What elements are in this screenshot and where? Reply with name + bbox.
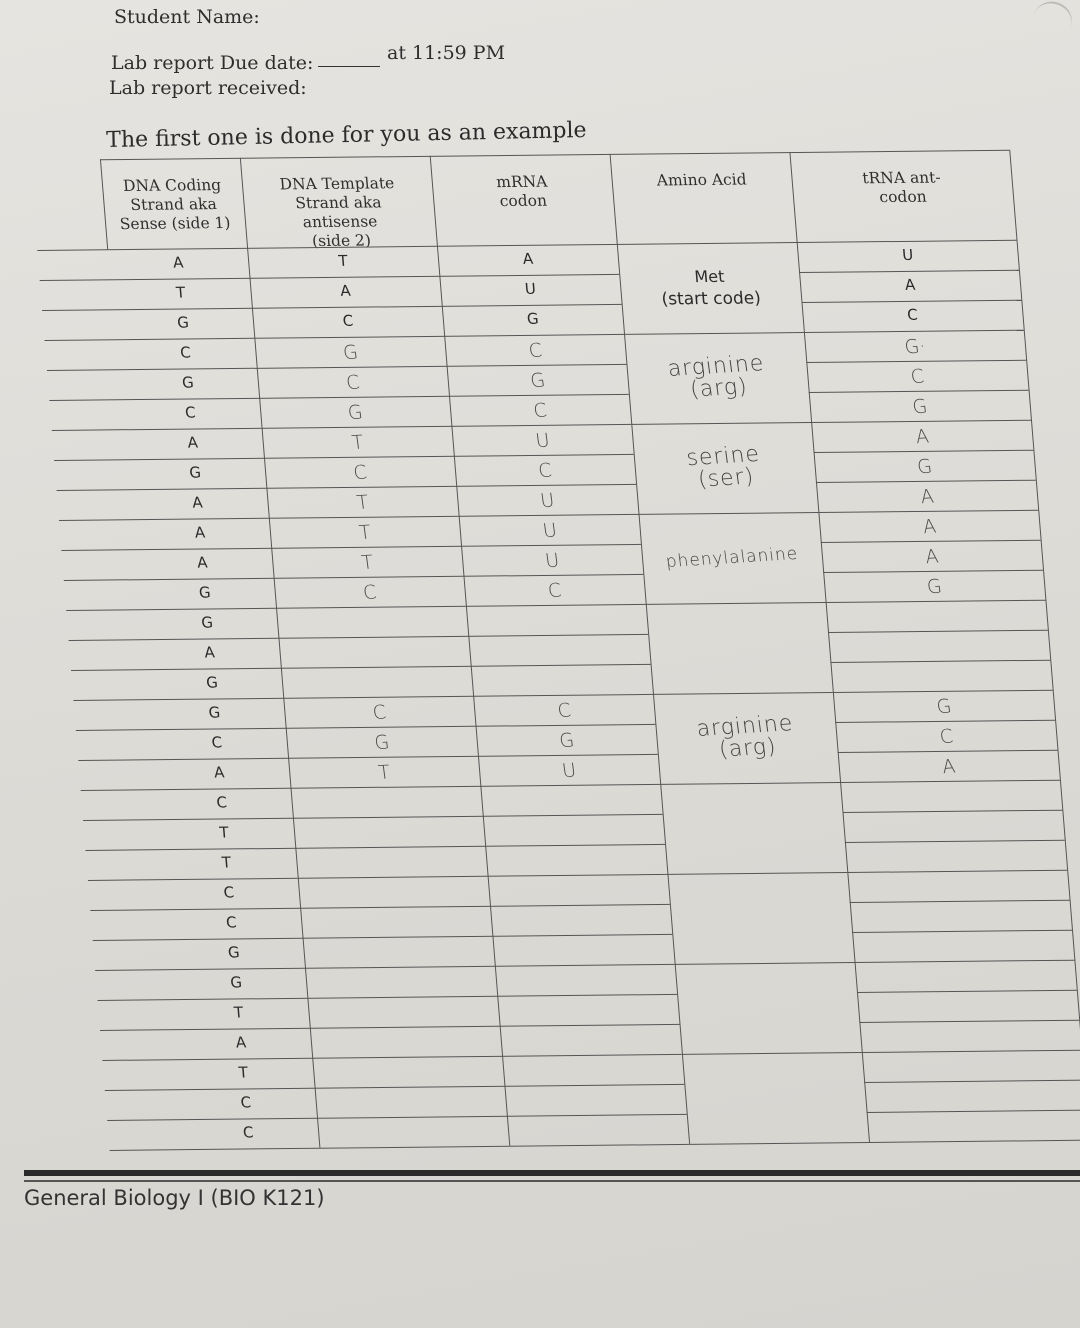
received-label: Lab report received:	[109, 77, 307, 99]
row-line	[81, 784, 661, 791]
template-base: C	[371, 701, 388, 725]
template-base: A	[339, 281, 352, 300]
trna-base: A	[914, 425, 931, 449]
coding-base: C	[239, 1093, 252, 1112]
row-line	[90, 904, 670, 911]
trna-base: A	[921, 515, 938, 539]
row-line	[828, 630, 1048, 633]
example-note: The first one is done for you as an example	[106, 117, 587, 153]
column-header: Amino Acid	[656, 170, 748, 190]
amino-acid-label	[654, 710, 839, 765]
template-base: T	[355, 491, 370, 515]
row-line	[867, 1110, 1080, 1113]
mrna-base: U	[541, 519, 559, 543]
coding-base: G	[181, 373, 195, 392]
template-base: C	[361, 581, 378, 605]
row-line	[95, 964, 675, 971]
coding-base: G	[200, 613, 214, 632]
amino-acid-label	[632, 440, 817, 495]
amino-acid-label	[641, 541, 823, 574]
row-line	[66, 604, 646, 611]
mrna-base: G	[528, 369, 547, 393]
column-header: DNA Coding Strand aka Sense (side 1)	[119, 176, 232, 234]
trna-base: G·	[903, 335, 927, 359]
coding-base: T	[238, 1063, 249, 1082]
row-line	[93, 934, 673, 941]
coding-base: C	[225, 913, 238, 932]
row-line	[799, 270, 1019, 273]
template-base: G	[341, 341, 360, 365]
amino-acid-line: (arg)	[717, 734, 779, 763]
course-footer: General Biology I (BIO K121)	[24, 1186, 325, 1210]
codon-group-line	[675, 962, 855, 965]
trna-base: C	[906, 305, 919, 324]
codon-group-line	[646, 602, 826, 605]
mrna-base: G	[557, 729, 576, 753]
due-time: at 11:59 PM	[387, 42, 506, 64]
mrna-base: C	[546, 579, 563, 603]
coding-base: G	[198, 583, 212, 602]
amino-acid-label	[619, 265, 802, 311]
coding-base: C	[242, 1123, 255, 1142]
codon-group-line	[638, 512, 818, 515]
amino-acid-line: serine	[685, 441, 762, 472]
template-base: G	[346, 401, 365, 425]
due-date-blank	[318, 66, 380, 67]
column-header: tRNA ant- codon	[861, 168, 942, 207]
trna-base: A	[940, 755, 957, 779]
row-line	[830, 660, 1050, 663]
coding-base: A	[191, 493, 204, 512]
template-base: T	[350, 431, 365, 455]
row-line	[847, 870, 1067, 873]
row-line	[842, 810, 1062, 813]
coding-base: T	[175, 283, 186, 302]
coding-base: G	[188, 463, 202, 482]
coding-base: A	[194, 523, 206, 542]
mrna-base: C	[556, 699, 573, 723]
mrna-base: U	[534, 429, 551, 453]
amino-acid-line: (start code)	[660, 288, 762, 310]
template-base: C	[352, 461, 369, 485]
row-line	[110, 1144, 690, 1151]
mrna-base: U	[560, 759, 578, 783]
row-line	[857, 990, 1077, 993]
bottom-rule	[24, 1170, 1080, 1176]
codon-group-line	[689, 1142, 869, 1145]
row-line	[102, 1054, 682, 1061]
row-line	[88, 874, 668, 881]
mrna-base: A	[522, 249, 534, 268]
codon-group-line	[682, 1052, 862, 1055]
trna-base: C	[938, 725, 955, 749]
row-line	[864, 1080, 1080, 1083]
row-line	[852, 930, 1072, 933]
template-base: G	[373, 731, 391, 755]
row-line	[869, 1140, 1080, 1143]
coding-base: A	[213, 763, 226, 782]
trna-base: G	[911, 395, 929, 419]
trna-base: A	[904, 275, 916, 294]
coding-base: A	[235, 1033, 247, 1052]
row-line	[71, 664, 651, 671]
amino-acid-line: (arg)	[688, 374, 750, 403]
template-base: T	[360, 551, 375, 575]
coding-base: C	[222, 883, 235, 902]
template-base: T	[357, 521, 373, 545]
mrna-base: C	[527, 339, 544, 363]
amino-acid-label	[625, 350, 810, 405]
column-header: mRNA codon	[495, 172, 549, 211]
table-top-line	[100, 150, 1009, 161]
coding-base: T	[218, 823, 230, 842]
row-line	[105, 1084, 685, 1091]
trna-base: A	[924, 545, 940, 569]
coding-base: C	[215, 793, 228, 812]
row-line	[98, 994, 678, 1001]
mrna-base: G	[526, 309, 540, 328]
row-line	[83, 814, 663, 821]
amino-acid-line: Met	[693, 266, 726, 287]
trna-base: G	[915, 455, 934, 479]
row-line	[100, 1024, 680, 1031]
row-line	[845, 840, 1065, 843]
trna-base: G	[935, 695, 953, 719]
mrna-base: C	[532, 399, 549, 423]
page-corner-curl	[1030, 0, 1077, 36]
amino-acid-line: arginine	[695, 710, 795, 742]
coding-base: G	[205, 673, 219, 692]
coding-base: G	[176, 313, 190, 332]
row-line	[85, 844, 665, 851]
codon-group-line	[667, 872, 847, 875]
coding-base: C	[210, 733, 223, 752]
row-line	[107, 1114, 687, 1121]
template-base: C	[341, 311, 354, 330]
row-line	[855, 960, 1075, 963]
amino-acid-line: phenylalanine	[664, 543, 800, 573]
codon-group-line	[653, 692, 833, 695]
row-line	[850, 900, 1070, 903]
amino-acid-line: arginine	[666, 350, 766, 383]
trna-base: C	[909, 365, 926, 389]
codon-table	[30, 150, 1080, 1170]
trna-base: U	[901, 245, 914, 264]
template-base: T	[337, 251, 349, 270]
coding-base: T	[221, 853, 232, 872]
due-date-label: Lab report Due date:	[111, 52, 314, 74]
mrna-base: U	[539, 489, 556, 513]
row-line	[801, 300, 1021, 303]
trna-base: A	[919, 485, 936, 509]
coding-base: A	[203, 643, 216, 662]
bottom-rule-thin	[24, 1180, 1080, 1182]
column-header: DNA Template Strand aka antisense (side 2)	[278, 174, 395, 251]
codon-group-line	[624, 332, 804, 335]
codon-group-line	[660, 782, 840, 785]
row-line	[859, 1020, 1079, 1023]
codon-group-line	[631, 422, 811, 425]
mrna-base: U	[524, 279, 537, 298]
coding-base: T	[233, 1003, 244, 1022]
coding-base: G	[229, 973, 243, 992]
student-name-label: Student Name:	[114, 6, 260, 28]
coding-base: G	[227, 943, 241, 962]
coding-base: G	[207, 703, 221, 722]
template-base: T	[377, 761, 392, 785]
row-line	[862, 1050, 1080, 1053]
coding-base: C	[184, 403, 197, 422]
coding-base: C	[179, 343, 192, 362]
amino-acid-line: (ser)	[696, 464, 756, 493]
mrna-base: U	[543, 549, 561, 573]
coding-base: A	[196, 553, 209, 572]
mrna-base: C	[536, 459, 554, 483]
trna-base: G	[925, 575, 944, 599]
coding-base: A	[186, 433, 199, 452]
coding-base: A	[172, 253, 185, 272]
template-base: C	[344, 371, 361, 395]
row-line	[69, 634, 649, 641]
